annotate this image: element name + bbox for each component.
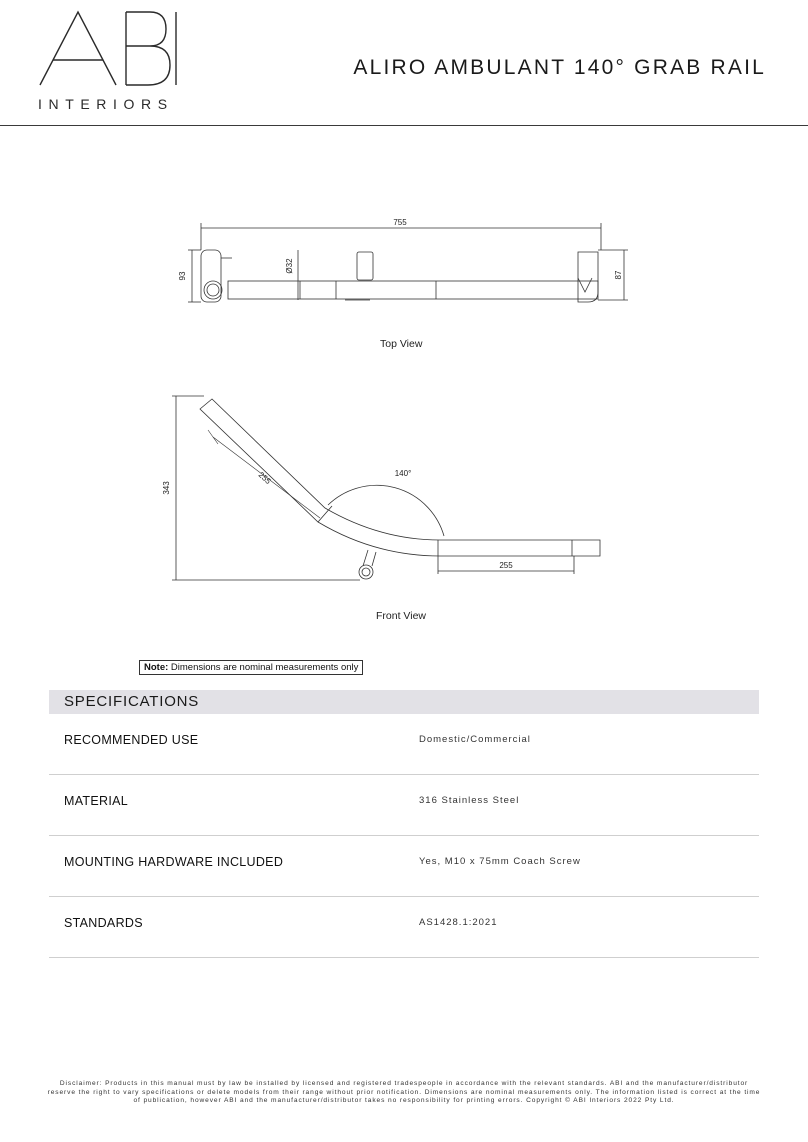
dim-tube-diameter: Ø32 xyxy=(285,258,294,274)
page-title: ALIRO AMBULANT 140° GRAB RAIL xyxy=(353,56,766,79)
spec-label: MATERIAL xyxy=(64,794,128,808)
mount-bracket xyxy=(359,565,373,579)
specifications-heading: SPECIFICATIONS xyxy=(64,693,200,710)
logo-subtitle: INTERIORS xyxy=(38,96,174,112)
dim-depth-right: 87 xyxy=(614,270,623,280)
dimensions-note xyxy=(139,660,363,675)
top-view-label: Top View xyxy=(380,338,423,350)
left-flange xyxy=(201,250,221,302)
spec-value: Yes, M10 x 75mm Coach Screw xyxy=(419,856,581,867)
front-view-label: Front View xyxy=(376,610,426,622)
spec-label: RECOMMENDED USE xyxy=(64,733,199,747)
technical-drawing xyxy=(0,200,808,640)
dim-height: 343 xyxy=(162,481,171,495)
spec-row-recommended-use xyxy=(49,713,759,775)
disclaimer xyxy=(30,1080,778,1106)
dim-horizontal-length: 255 xyxy=(499,561,513,570)
spec-label: STANDARDS xyxy=(64,916,143,930)
dim-angle: 140° xyxy=(394,469,412,478)
note-text: Dimensions are nominal measurements only xyxy=(170,662,359,673)
disclaimer-line: reserve the right to vary specifications or delete models from their range without prior notification. Dimensions are nominal measurements only. The information listed is correct at the time xyxy=(47,1088,761,1096)
disclaimer-line: of publication, however ABI and the manufacturer/distributor takes no responsibility for printing errors. Copyright © ABI Interiors 2022 Pty Ltd. xyxy=(133,1097,675,1105)
note-prefix: Note: xyxy=(144,662,169,673)
dim-angled-length: 255 xyxy=(256,470,273,486)
logo-letter-b xyxy=(126,12,170,85)
spec-label: MOUNTING HARDWARE INCLUDED xyxy=(64,855,284,869)
right-flange xyxy=(578,252,598,302)
top-view-drawing xyxy=(188,223,628,302)
spec-value: AS1428.1:2021 xyxy=(419,917,498,928)
logo-letter-a xyxy=(40,12,116,85)
specifications-header xyxy=(49,690,759,714)
angle-arc xyxy=(328,485,444,536)
spec-row-standards xyxy=(49,896,759,958)
header-divider xyxy=(0,125,808,126)
spec-row-mounting-hardware xyxy=(49,835,759,897)
disclaimer-line: Disclaimer: Products in this manual must by law be installed by licensed and registered tradespeople in accordance with the relevant standards. ABI and the manufacturer/distributor xyxy=(59,1080,749,1087)
spec-value: 316 Stainless Steel xyxy=(419,795,520,806)
spec-row-material xyxy=(49,774,759,836)
middle-flange xyxy=(357,252,373,280)
dim-overall-length: 755 xyxy=(393,218,407,227)
spec-value: Domestic/Commercial xyxy=(419,734,531,745)
rail-tube xyxy=(228,281,598,299)
dim-depth-left: 93 xyxy=(178,271,187,281)
front-view-drawing xyxy=(172,396,600,580)
